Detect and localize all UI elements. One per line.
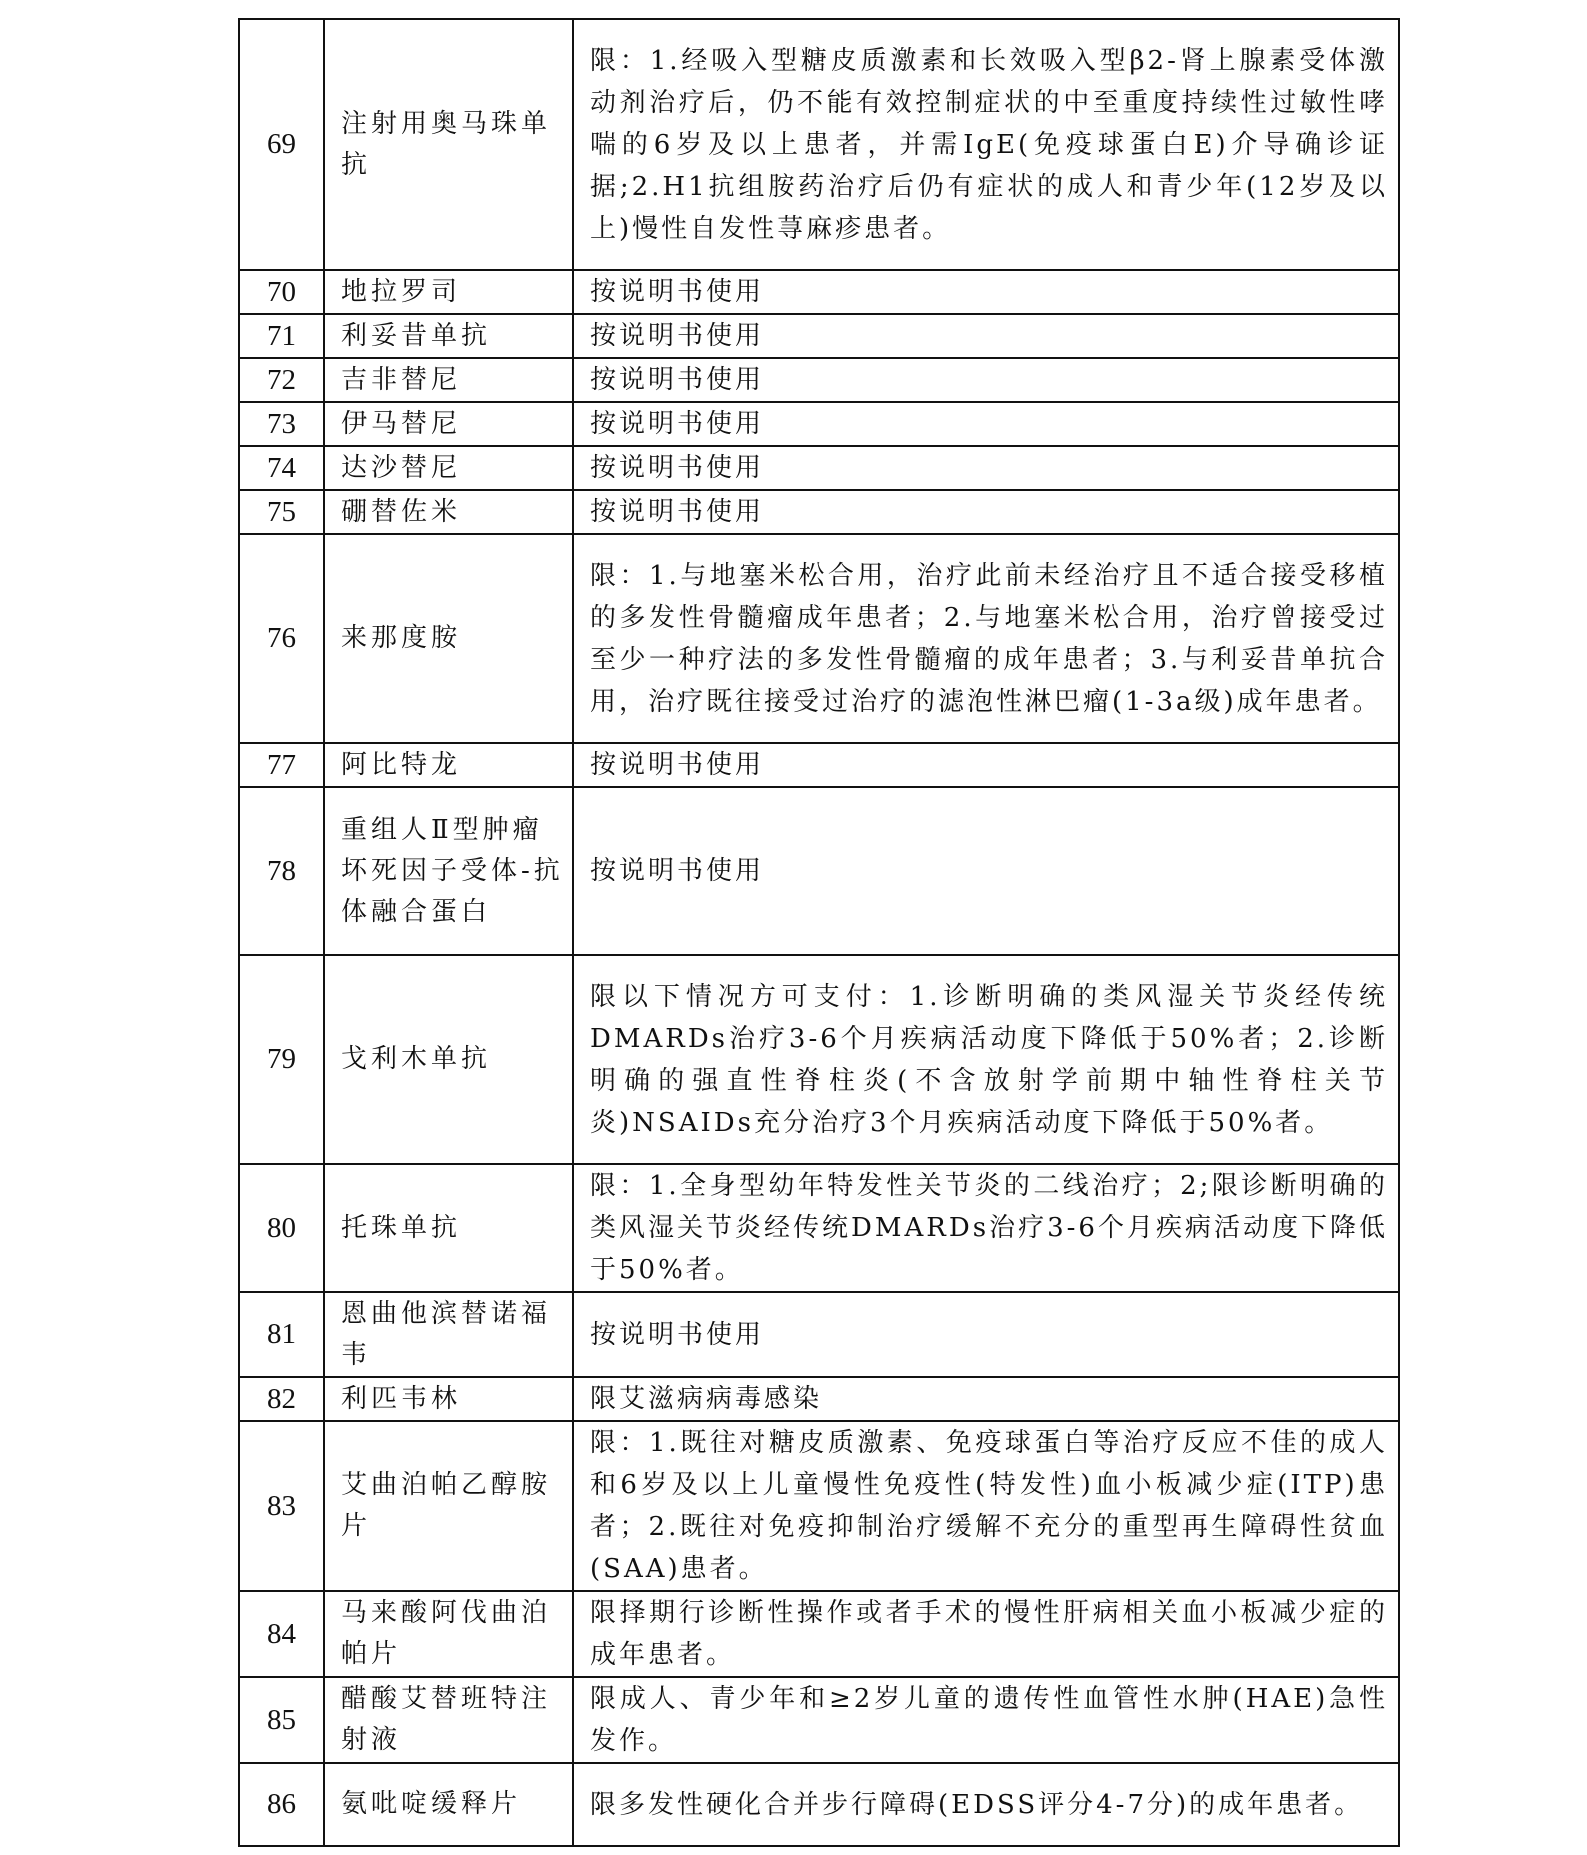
payment-restriction: 按说明书使用 <box>573 402 1399 446</box>
row-number: 86 <box>239 1763 324 1846</box>
table-row <box>239 314 1399 358</box>
drug-name: 托珠单抗 <box>324 1164 573 1292</box>
payment-restriction: 限：1.全身型幼年特发性关节炎的二线治疗；2;限诊断明确的类风湿关节炎经传统DMARDs治疗3-6个月疾病活动度下降低于50%者。 <box>573 1164 1399 1292</box>
drug-name: 伊马替尼 <box>324 402 573 446</box>
row-number: 82 <box>239 1377 324 1421</box>
drug-name: 醋酸艾替班特注射液 <box>324 1677 573 1763</box>
drug-table <box>238 18 1400 1847</box>
row-number: 72 <box>239 358 324 402</box>
table-row <box>239 270 1399 314</box>
table-row <box>239 787 1399 955</box>
payment-restriction: 按说明书使用 <box>573 314 1399 358</box>
row-number: 79 <box>239 955 324 1164</box>
row-number: 74 <box>239 446 324 490</box>
table-row <box>239 490 1399 534</box>
drug-name: 利匹韦林 <box>324 1377 573 1421</box>
row-number: 84 <box>239 1591 324 1677</box>
row-number: 70 <box>239 270 324 314</box>
table-row <box>239 446 1399 490</box>
payment-restriction: 限：1.与地塞米松合用，治疗此前未经治疗且不适合接受移植的多发性骨髓瘤成年患者；2.与地塞米松合用，治疗曾接受过至少一种疗法的多发性骨髓瘤的成年患者；3.与利妥昔单抗合用，治疗既往接受过治疗的滤泡性淋巴瘤(1-3a级)成年患者。 <box>573 534 1399 743</box>
payment-restriction: 限择期行诊断性操作或者手术的慢性肝病相关血小板减少症的成年患者。 <box>573 1591 1399 1677</box>
payment-restriction: 限成人、青少年和≥2岁儿童的遗传性血管性水肿(HAE)急性发作。 <box>573 1677 1399 1763</box>
payment-restriction: 按说明书使用 <box>573 490 1399 534</box>
table-row <box>239 402 1399 446</box>
drug-name: 来那度胺 <box>324 534 573 743</box>
row-number: 76 <box>239 534 324 743</box>
row-number: 80 <box>239 1164 324 1292</box>
drug-name: 利妥昔单抗 <box>324 314 573 358</box>
drug-name: 艾曲泊帕乙醇胺片 <box>324 1421 573 1591</box>
payment-restriction: 按说明书使用 <box>573 446 1399 490</box>
table-row <box>239 1164 1399 1292</box>
table-row <box>239 1421 1399 1591</box>
row-number: 78 <box>239 787 324 955</box>
drug-name: 注射用奥马珠单抗 <box>324 19 573 270</box>
row-number: 85 <box>239 1677 324 1763</box>
payment-restriction: 限多发性硬化合并步行障碍(EDSS评分4-7分)的成年患者。 <box>573 1763 1399 1846</box>
payment-restriction: 按说明书使用 <box>573 358 1399 402</box>
drug-name: 地拉罗司 <box>324 270 573 314</box>
drug-name: 戈利木单抗 <box>324 955 573 1164</box>
payment-restriction: 限：1.既往对糖皮质激素、免疫球蛋白等治疗反应不佳的成人和6岁及以上儿童慢性免疫性(特发性)血小板减少症(ITP)患者；2.既往对免疫抑制治疗缓解不充分的重型再生障碍性贫血(SAA)患者。 <box>573 1421 1399 1591</box>
table-row <box>239 1377 1399 1421</box>
drug-name: 达沙替尼 <box>324 446 573 490</box>
table-row <box>239 1292 1399 1377</box>
row-number: 83 <box>239 1421 324 1591</box>
payment-restriction: 按说明书使用 <box>573 787 1399 955</box>
payment-restriction: 限艾滋病病毒感染 <box>573 1377 1399 1421</box>
table-row <box>239 955 1399 1164</box>
drug-name: 重组人Ⅱ型肿瘤坏死因子受体-抗体融合蛋白 <box>324 787 573 955</box>
drug-name: 恩曲他滨替诺福韦 <box>324 1292 573 1377</box>
drug-name: 阿比特龙 <box>324 743 573 787</box>
row-number: 77 <box>239 743 324 787</box>
payment-restriction: 按说明书使用 <box>573 270 1399 314</box>
row-number: 73 <box>239 402 324 446</box>
row-number: 75 <box>239 490 324 534</box>
payment-restriction: 按说明书使用 <box>573 743 1399 787</box>
table-row <box>239 1763 1399 1846</box>
drug-name: 马来酸阿伐曲泊帕片 <box>324 1591 573 1677</box>
drug-name: 吉非替尼 <box>324 358 573 402</box>
drug-name: 硼替佐米 <box>324 490 573 534</box>
table-row <box>239 358 1399 402</box>
row-number: 69 <box>239 19 324 270</box>
row-number: 71 <box>239 314 324 358</box>
table-row <box>239 1677 1399 1763</box>
table-row <box>239 743 1399 787</box>
table-row <box>239 19 1399 270</box>
payment-restriction: 限以下情况方可支付：1.诊断明确的类风湿关节炎经传统DMARDs治疗3-6个月疾病活动度下降低于50%者；2.诊断明确的强直性脊柱炎(不含放射学前期中轴性脊柱关节炎)NSAIDs充分治疗3个月疾病活动度下降低于50%者。 <box>573 955 1399 1164</box>
drug-name: 氨吡啶缓释片 <box>324 1763 573 1846</box>
drug-table-body <box>239 19 1399 1846</box>
row-number: 81 <box>239 1292 324 1377</box>
table-row <box>239 1591 1399 1677</box>
table-row <box>239 534 1399 743</box>
payment-restriction: 限：1.经吸入型糖皮质激素和长效吸入型β2-肾上腺素受体激动剂治疗后，仍不能有效控制症状的中至重度持续性过敏性哮喘的6岁及以上患者，并需IgE(免疫球蛋白E)介导确诊证据;2.H1抗组胺药治疗后仍有症状的成人和青少年(12岁及以上)慢性自发性荨麻疹患者。 <box>573 19 1399 270</box>
payment-restriction: 按说明书使用 <box>573 1292 1399 1377</box>
